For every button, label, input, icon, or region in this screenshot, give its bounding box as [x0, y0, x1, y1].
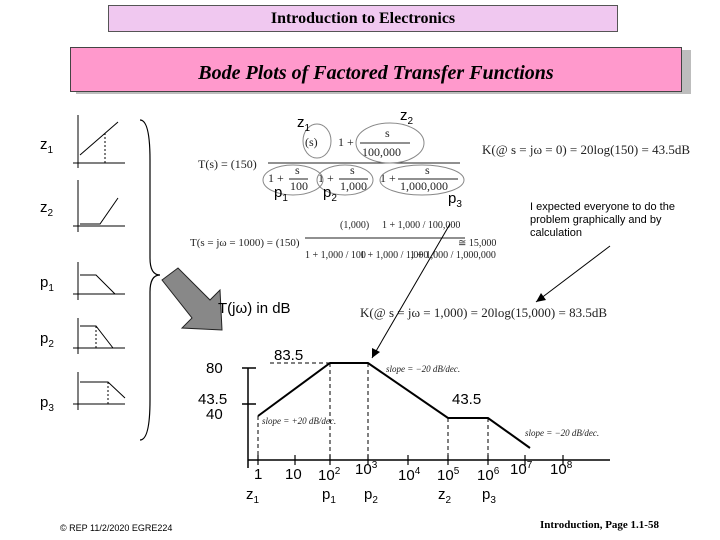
z1-numerator: (s)	[305, 135, 318, 149]
x-tick-1e4: $10^4$	[398, 466, 421, 484]
below-label-z2: $z_2$	[438, 486, 452, 506]
x-tick-1: 1	[254, 466, 263, 483]
x-tick-1e7: $10^7$	[510, 460, 533, 478]
svg-text:1 + 1,000 / 100: 1 + 1,000 / 100	[305, 250, 366, 261]
svg-text:s: s	[350, 163, 355, 177]
y-tick-40: 40	[206, 406, 223, 423]
svg-text:1 +: 1 +	[338, 135, 354, 149]
hand-label-p1: $p_1$	[274, 184, 288, 204]
peak-label: 83.5	[274, 347, 304, 364]
left-label-p3: $p_3$	[40, 394, 54, 414]
left-label-z1: $z_1$	[40, 136, 54, 156]
slope-up-label: slope = +20 dB/dec.	[262, 416, 337, 426]
plot-title: T(jω) in dB	[218, 300, 291, 317]
hand-label-z1: $z_1$	[297, 114, 311, 134]
svg-text:s: s	[425, 163, 430, 177]
left-label-p2: $p_2$	[40, 330, 54, 350]
svg-text:1,000: 1,000	[340, 179, 367, 193]
svg-text:1 + 1,000 / 1,000: 1 + 1,000 / 1,000	[360, 250, 429, 261]
svg-text:≅ 15,000: ≅ 15,000	[458, 238, 497, 249]
y-tick-43-5: 43.5	[198, 391, 228, 408]
hand-label-p2: $p_2$	[323, 184, 337, 204]
ts-lhs: T(s) = (150)	[198, 157, 257, 171]
header-title: Introduction to Electronics	[108, 5, 618, 32]
x-tick-1e2: $10^2$	[318, 466, 341, 484]
svg-text:(1,000): (1,000)	[340, 220, 370, 231]
left-label-p1: $p_1$	[40, 274, 54, 294]
x-tick-1e3: $10^3$	[355, 460, 378, 478]
svg-text:1 +: 1 +	[318, 171, 334, 185]
svg-text:1 + 1,000 / 100,000: 1 + 1,000 / 100,000	[382, 220, 461, 231]
x-tick-1e6: $10^6$	[477, 466, 500, 484]
svg-text:1 + 1,000 / 1,000,000: 1 + 1,000 / 1,000,000	[410, 250, 496, 261]
svg-text:s: s	[385, 126, 390, 140]
k-at-zero: K(@ s = jω = 0) = 20log(150) = 43.5dB	[482, 142, 691, 157]
x-tick-1e5: $10^5$	[437, 466, 460, 484]
below-label-z1: $z_1$	[246, 486, 260, 506]
bode-curve	[258, 363, 530, 448]
slope-down-label-1: slope = −20 dB/dec.	[386, 364, 461, 374]
x-tick-10: 10	[285, 466, 302, 483]
footer-page: Introduction, Page 1.1-58	[540, 519, 659, 531]
svg-text:100,000: 100,000	[362, 145, 401, 159]
below-label-p2: $p_2$	[364, 486, 378, 506]
svg-text:100: 100	[290, 179, 308, 193]
right-level-label: 43.5	[452, 391, 482, 408]
x-tick-1e8: $10^8$	[550, 460, 573, 478]
below-label-p1: $p_1$	[322, 486, 336, 506]
y-tick-80: 80	[206, 360, 223, 377]
below-label-p3: $p_3$	[482, 486, 496, 506]
svg-text:1 +: 1 +	[268, 171, 284, 185]
svg-text:K(@ s = jω = 1,000) = 20log(15: K(@ s = jω = 1,000) = 20log(15,000) = 83.5dB	[360, 305, 608, 320]
footer-copyright: © REP 11/2/2020 EGRE224	[60, 523, 173, 533]
hand-label-p3: $p_3$	[448, 190, 462, 210]
slope-down-label-2: slope = −20 dB/dec.	[525, 428, 600, 438]
left-label-z2: $z_2$	[40, 199, 54, 219]
svg-text:s: s	[295, 163, 300, 177]
svg-text:1 +: 1 +	[380, 171, 396, 185]
slide-title: Bode Plots of Factored Transfer Functions	[70, 47, 682, 92]
t1000-lhs: T(s = jω = 1000) = (150)	[190, 237, 300, 249]
svg-text:1,000,000: 1,000,000	[400, 179, 448, 193]
instructor-note: I expected everyone to do the problem graphically and by calculation	[530, 201, 675, 239]
hand-label-z2: $z_2$	[400, 107, 414, 127]
